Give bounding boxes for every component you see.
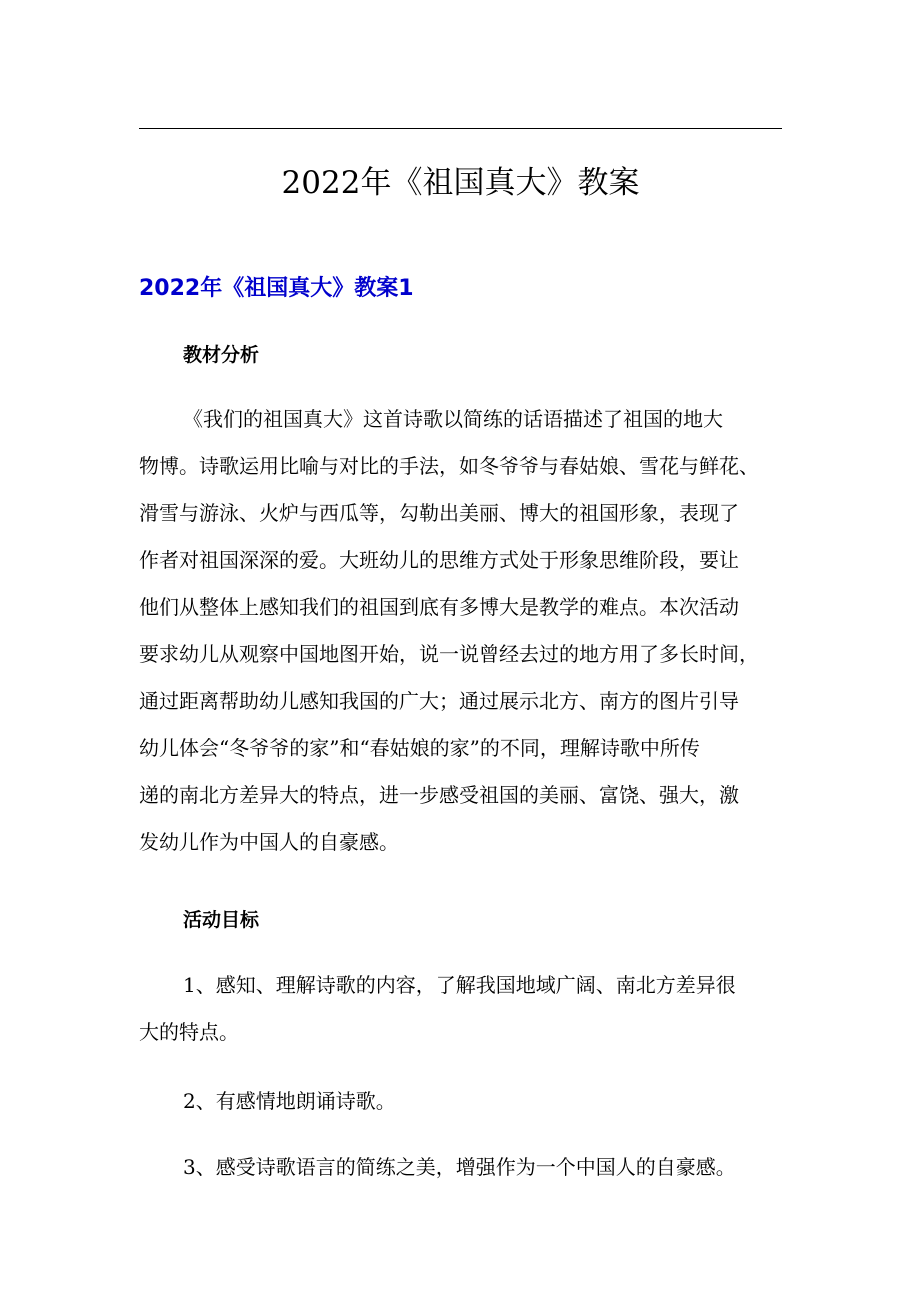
document-title: 2022年《祖国真大》教案 [281,165,640,201]
section-heading: 2022年《祖国真大》教案1 [139,276,414,301]
paragraph-line: 滑雪与游泳、火炉与西瓜等，勾勒出美丽、博大的祖国形象，表现了 [139,501,739,525]
goal-line: 3、感受诗歌语言的简练之美，增强作为一个中国人的自豪感。 [183,1155,736,1179]
paragraph-line: 作者对祖国深深的爱。大班幼儿的思维方式处于形象思维阶段，要让 [139,548,739,572]
paragraph-line: 发幼儿作为中国人的自豪感。 [139,830,399,854]
header-rule [139,128,782,129]
paragraph-line: 要求幼儿从观察中国地图开始，说一说曾经去过的地方用了多长时间， [139,642,759,666]
paragraph-line: 递的南北方差异大的特点，进一步感受祖国的美丽、富饶、强大，激 [139,783,739,807]
paragraph-line: 《我们的祖国真大》这首诗歌以简练的话语描述了祖国的地大 [183,407,723,431]
subheading-analysis: 教材分析 [183,344,260,366]
paragraph-line: 他们从整体上感知我们的祖国到底有多博大是教学的难点。本次活动 [139,595,739,619]
paragraph-line: 幼儿体会“冬爷爷的家”和“春姑娘的家”的不同，理解诗歌中所传 [139,736,700,760]
subheading-goals: 活动目标 [183,909,260,931]
paragraph-line: 物博。诗歌运用比喻与对比的手法，如冬爷爷与春姑娘、雪花与鲜花、 [139,454,759,478]
paragraph-line: 通过距离帮助幼儿感知我国的广大；通过展示北方、南方的图片引导 [139,689,739,713]
goal-line: 1、感知、理解诗歌的内容，了解我国地域广阔、南北方差异很 [183,973,736,997]
goal-line: 大的特点。 [139,1020,239,1044]
goal-line: 2、有感情地朗诵诗歌。 [183,1089,396,1113]
